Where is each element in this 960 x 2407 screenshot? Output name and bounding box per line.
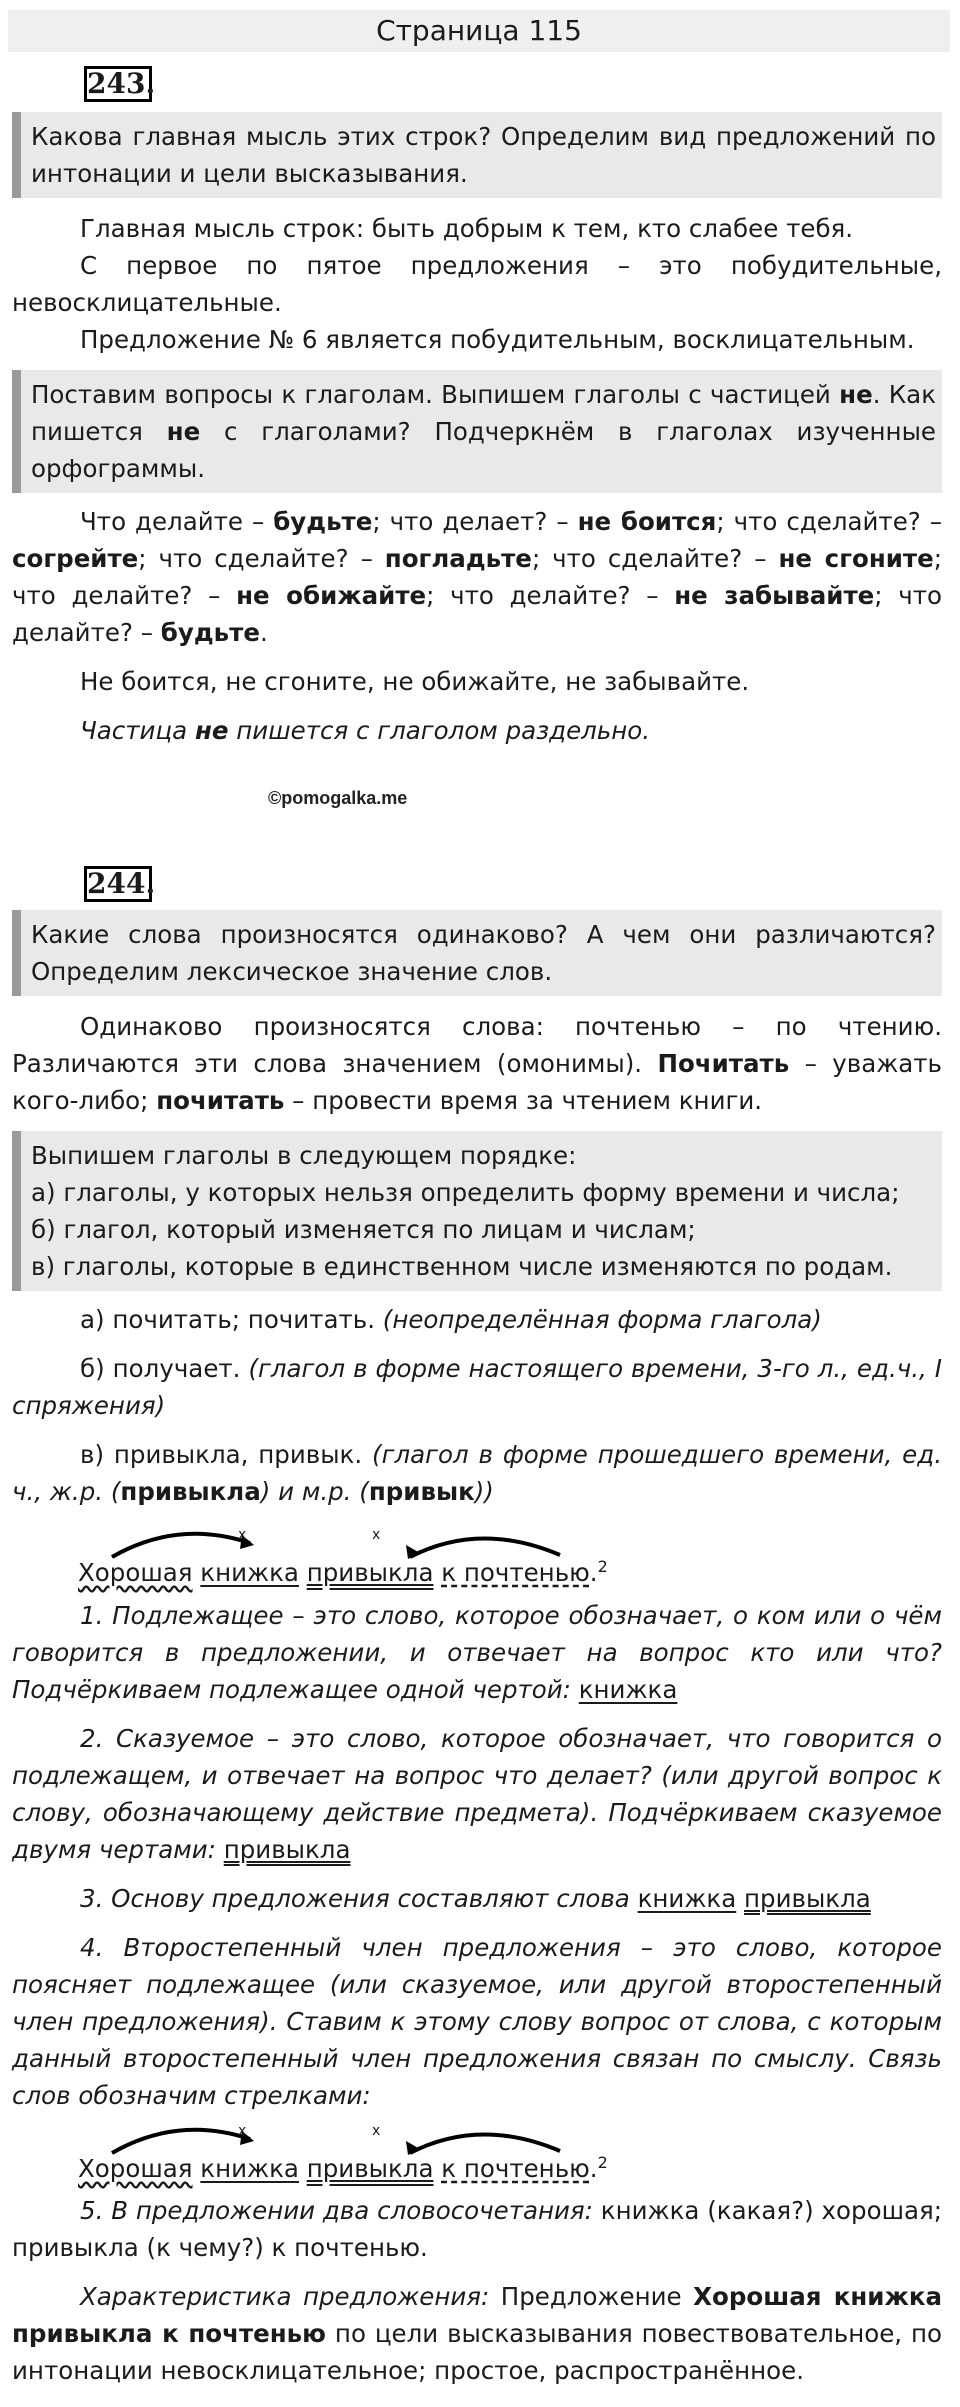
analysis-end [12,2192,942,2389]
page-title: Страница 115 [8,10,950,52]
answer-243-1 [12,210,942,358]
question-mark: x [372,2123,381,2139]
verb: не обижайте [236,581,427,610]
question-mark: x [372,1527,381,1543]
answer-line: в) привыкла, привык. (глагол в форме прошедшего времени, ед. ч., ж.р. (привыкла) и м.р. (привык)) [12,1440,942,1506]
task-box-244-1 [12,910,942,996]
watermark: ©pomogalka.me [268,788,408,808]
answer-line: С первое по пятое предложения – это побудительные, невосклицательные. [12,251,942,317]
question-text: ; что делайте? – [12,581,943,647]
task-line: Выпишем глаголы в следующем порядке: [31,1141,577,1170]
verb: погладьте [384,544,532,573]
analysis-line: 5. В предложении два словосочетания: книжка (какая?) хорошая; привыкла (к чему?) к почтенью. [12,2196,942,2262]
analysis-line: 4. Второстепенный член предложения – это слово, которое поясняет подлежащее (или сказуемое, или другой второстепенный член предложения). Ставим к этому слову вопрос от слова, с которым данный второстепенный член предложения связан по смыслу. Связь слов обозначим стрелками: [12,1933,942,2110]
question-text: Что делайте – [80,507,274,536]
parsed-sentence: Хорошая книжка привыкла к почтенью.$^2$ [78,1557,608,1588]
verb: не забывайте [674,581,875,610]
analysis-line: 3. Основу предложения составляют слова книжка привыкла [80,1884,871,1913]
word-attribute: Хорошая [78,1558,193,1588]
word-attribute: Хорошая [78,2154,193,2184]
answer-line: Не боится, не сгоните, не обижайте, не забывайте. [80,667,750,696]
task-line: в) глаголы, которые в единственном числе изменяются по родам. [31,1252,893,1281]
parsed-sentence: Хорошая книжка привыкла к почтенью.$^2$ [78,2153,608,2184]
answer-line: а) почитать; почитать. (неопределённая форма глагола) [80,1305,822,1334]
analysis-line: 1. Подлежащее – это слово, которое обозначает, о ком или о чём говорится в предложении, и отвечает на вопрос кто или что? Подчёркиваем подлежащее одной чертой: книжка [12,1601,942,1704]
verb: будьте [160,618,260,647]
analysis [12,1597,942,2114]
question-text: . [259,618,268,647]
word-object: к почтенью [441,1558,590,1588]
task-line: а) глаголы, у которых нельзя определить форму времени и числа; [31,1178,900,1207]
word-subject: книжка [200,2154,299,2184]
task-text: Поставим вопросы к глаголам. Выпишем глаголы с частицей не. Как пишется не с глаголами? Подчеркнём в глаголах изученные орфограммы. [31,380,936,483]
exercise-number-243: 243. [84,66,152,102]
question-text: ; что сделайте? – [531,544,779,573]
task-line: б) глагол, который изменяется по лицам и числам; [31,1215,696,1244]
verb: согрейте [12,544,139,573]
rule-line: Частица не пишется с глаголом раздельно. [80,716,651,745]
question-text: ; что сделайте? – [716,507,943,536]
task-box-243-1 [12,112,942,198]
answer-244-2 [12,1301,942,1510]
word-predicate: привыкла [306,2154,434,2184]
verb: будьте [273,507,373,536]
question-text: ; что делайте? – [426,581,675,610]
analysis-line: 2. Сказуемое – это слово, которое обозначает, что говорится о подлежащем, и отвечает на вопрос что делает? (или другой вопрос к слову, обозначающему действие предмета). Подчёркиваем сказуемое двумя чертами: привыкла [12,1724,942,1864]
answer-line: Главная мысль строк: быть добрым к тем, кто слабее тебя. [80,214,854,243]
sentence-index: 2 [597,1557,608,1576]
task-box-244-2 [12,1131,942,1291]
answer-line: Предложение № 6 является побудительным, восклицательным. [80,325,915,354]
summary-line: Характеристика предложения: Предложение Хорошая книжка привыкла к почтенью по цели высказывания повествовательное, по интонации невосклицательное; простое, распространённое. [12,2282,943,2385]
word-predicate: привыкла [306,1558,434,1588]
word-object: к почтенью [441,2154,590,2184]
question-mark: x [238,1527,247,1543]
question-text: ; что делает? – [372,507,578,536]
answer-243-2 [12,503,942,749]
exercise-number-244: 244. [84,866,152,902]
question-text: ; что сделайте? – [138,544,385,573]
word-subject: книжка [200,1558,299,1588]
task-text: Какие слова произносятся одинаково? А чем они различаются? Определим лексическое значение слов. [31,920,936,986]
verbs-list [12,503,942,651]
sentence-index: 2 [597,2153,608,2172]
answer-244-1 [12,1008,942,1119]
answer-line: б) получает. (глагол в форме настоящего времени, 3-го л., ед.ч., I спряжения) [12,1354,943,1420]
verb: не сгоните [778,544,934,573]
answer-line: Одинаково произносятся слова: почтенью – по чтению. Различаются эти слова значением (омонимы). Почитать – уважать кого-либо; почитать – провести время за чтением книги. [12,1012,942,1115]
task-box-243-2 [12,370,942,493]
question-mark: x [238,2123,247,2139]
verb: не боится [577,507,717,536]
question-text: ; что делайте? – [12,544,943,610]
task-text: Какова главная мысль этих строк? Определим вид предложений по интонации и цели высказывания. [31,122,936,188]
